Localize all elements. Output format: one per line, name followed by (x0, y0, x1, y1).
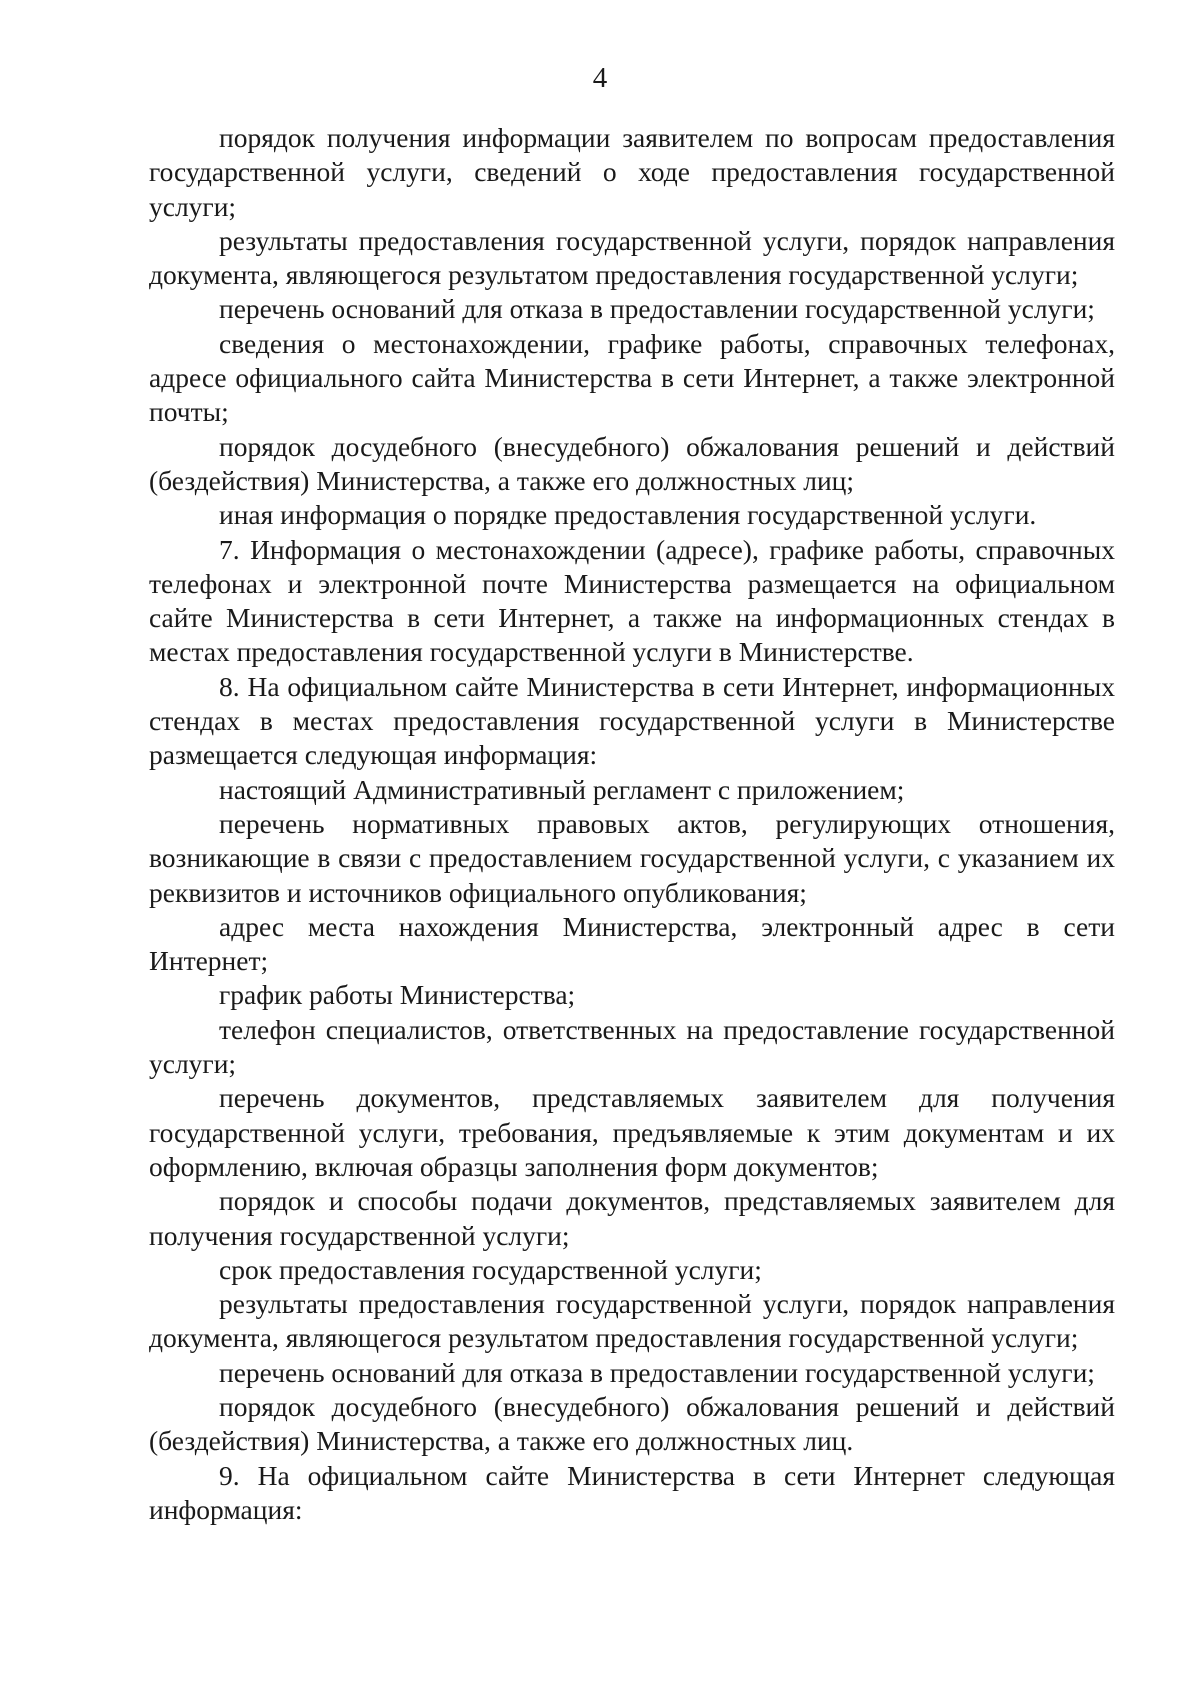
paragraph-schedule: график работы Министерства; (219, 979, 576, 1011)
paragraph-appeal-order: порядок досудебного (внесудебного) обжалования решений и действий (бездействия) Министерства, а также его должностных лиц; (149, 430, 1115, 496)
paragraph-documents-list: перечень документов, представляемых заявителем для получения государственной услуги, требования, предъявляемые к этим документам и их оформлению, включая образцы заполнения форм документов; (149, 1082, 1115, 1182)
paragraph-item-9: 9. На официальном сайте Министерства в сети Интернет следующая информация: (149, 1459, 1115, 1525)
paragraph-results: результаты предоставления государственной услуги, порядок направления документа, являющегося результатом предоставления государственной услуги; (149, 224, 1115, 291)
paragraph-location-info: сведения о местонахождении, графике работы, справочных телефонах, адресе официального сайта Министерства в сети Интернет, а также электронной почты; (149, 327, 1115, 428)
paragraph-legal-acts: перечень нормативных правовых актов, регулирующих отношения, возникающие в связи с предоставлением государственной услуги, с указанием их реквизитов и источников официального опубликования; (149, 807, 1115, 908)
paragraph-phones: телефон специалистов, ответственных на предоставление государственной услуги; (149, 1013, 1115, 1080)
paragraph-submission-methods: порядок и способы подачи документов, представляемых заявителем для получения государственной услуги; (149, 1185, 1115, 1251)
paragraph-results-2: результаты предоставления государственной услуги, порядок направления документа, являющегося результатом предоставления государственной услуги; (149, 1288, 1115, 1354)
paragraph-regulation: настоящий Административный регламент с приложением; (219, 773, 905, 805)
page-number: 4 (592, 62, 608, 94)
paragraph-refusal-grounds: перечень оснований для отказа в предоставлении государственной услуги; (219, 293, 1095, 325)
paragraph-address: адрес места нахождения Министерства, электронный адрес в сети Интернет; (149, 910, 1115, 977)
paragraph-info-order: порядок получения информации заявителем по вопросам предоставления государственной услуги, сведений о ходе предоставления государственной услуги; (149, 122, 1115, 222)
paragraph-term: срок предоставления государственной услуги; (219, 1253, 762, 1285)
paragraph-other-info: иная информация о порядке предоставления государственной услуги. (219, 499, 1037, 531)
paragraph-refusal-grounds-2: перечень оснований для отказа в предоставлении государственной услуги; (219, 1356, 1095, 1388)
paragraph-item-7: 7. Информация о местонахождении (адресе), графике работы, справочных телефонах и электронной почте Министерства размещается на официальном сайте Министерства в сети Интернет, а также на информационных стендах в местах предоставления государственной услуги в Министерстве. (149, 533, 1115, 668)
paragraph-item-8: 8. На официальном сайте Министерства в сети Интернет, информационных стендах в местах предоставления государственной услуги в Министерстве размещается следующая информация: (149, 670, 1115, 771)
paragraph-appeal-order-2: порядок досудебного (внесудебного) обжалования решений и действий (бездействия) Министерства, а также его должностных лиц. (149, 1390, 1115, 1457)
document-body (149, 121, 1115, 1527)
